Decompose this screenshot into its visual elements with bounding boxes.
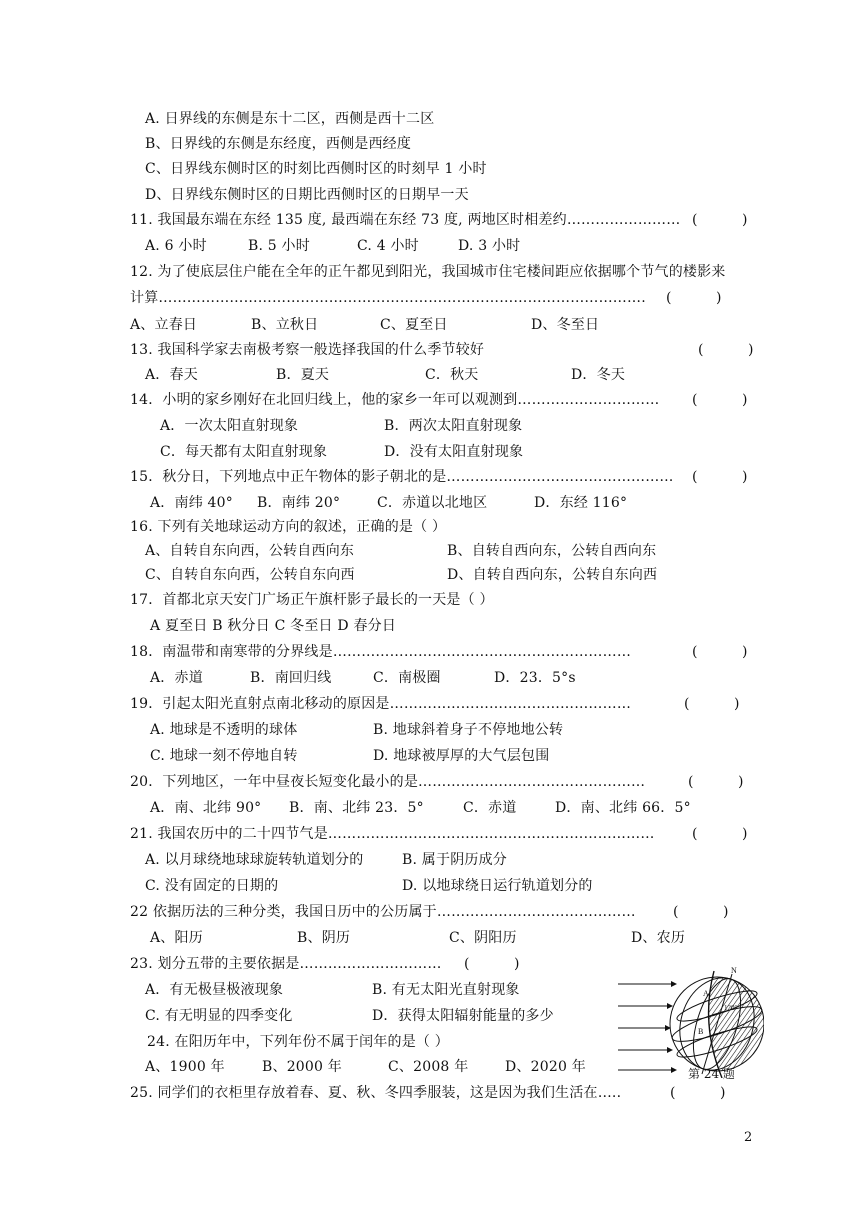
q23-option-d: D．获得太阳辐射能量的多少	[372, 1008, 554, 1024]
q16-option-a: A、自转自东向西，公转自西向东	[145, 543, 355, 559]
q16-option-c: C、自转自东向西，公转自东向西	[145, 567, 355, 583]
q14-option-c: C．每天都有太阳直射现象	[160, 444, 328, 460]
q19-answer-paren: ( )	[684, 696, 740, 712]
q20-option-d: D．南、北纬 66．5°	[555, 800, 691, 816]
q16-option-d: D、自转自西向东，公转自东向西	[447, 567, 658, 583]
q22-option-a: A、阳历	[150, 930, 203, 946]
q12-answer-paren: ( )	[666, 290, 722, 306]
figure-label-angle: 120°	[724, 1004, 738, 1012]
q21-option-c: C. 没有固定的日期的	[145, 878, 279, 894]
q11-option-a: A. 6 小时	[145, 238, 207, 254]
q19-option-d: D. 地球被厚厚的大气层包围	[373, 748, 550, 764]
q13-stem: 13. 我国科学家去南极考察一般选择我国的什么季节较好	[130, 342, 485, 358]
q24-stem: 24. 在阳历年中，下列年份不属于闰年的是（ ）	[147, 1034, 449, 1050]
figure-label-n: N	[731, 966, 737, 975]
q14-option-b: B．两次太阳直射现象	[384, 418, 523, 434]
q17-options: A 夏至日 B 秋分日 C 冬至日 D 春分日	[150, 618, 397, 634]
q12-option-d: D、冬至日	[531, 317, 600, 333]
q22-option-c: C、阴阳历	[449, 930, 517, 946]
q10-option-b: B、日界线的东侧是东经度，西侧是西经度	[145, 136, 412, 152]
q19-option-c: C. 地球一刻不停地自转	[150, 748, 298, 764]
figure-label-b: B	[698, 1027, 704, 1036]
page-number: 2	[744, 1130, 753, 1145]
q21-option-a: A. 以月球绕地球球旋转轨道划分的	[145, 852, 364, 868]
q19-option-b: B. 地球斜着身子不停地地公转	[373, 722, 564, 738]
q15-stem: 15．秋分日，下列地点中正午物体的影子朝北的是…………………………………………	[130, 469, 674, 485]
q19-stem: 19．引起太阳光直射点南北移动的原因是……………………………………………	[130, 696, 632, 712]
q18-option-c: C．南极圈	[373, 670, 441, 686]
q18-stem: 18．南温带和南寒带的分界线是………………………………………………………	[130, 644, 632, 660]
q23-option-b: B. 有无太阳光直射现象	[372, 982, 520, 998]
q22-option-d: D、农历	[631, 930, 686, 946]
figure-caption: 第 24 题	[688, 1067, 735, 1081]
q20-option-a: A．南、北纬 90°	[150, 800, 262, 816]
q12-option-c: C、夏至日	[380, 317, 448, 333]
q22-answer-paren: ( )	[673, 904, 729, 920]
q24-option-b: B、2000 年	[262, 1059, 342, 1075]
q13-option-a: A．春天	[145, 367, 198, 383]
q12-option-b: B、立秋日	[251, 317, 319, 333]
q20-option-c: C．赤道	[463, 800, 517, 816]
q20-option-b: B．南、北纬 23．5°	[289, 800, 424, 816]
figure-label-a: A	[703, 989, 709, 998]
q14-option-d: D．没有太阳直射现象	[384, 444, 524, 460]
q25-answer-paren: ( )	[670, 1085, 726, 1101]
q23-answer-paren: ( )	[464, 956, 520, 972]
q11-option-c: C. 4 小时	[357, 238, 419, 254]
q13-option-b: B．夏天	[276, 367, 330, 383]
q18-option-b: B．南回归线	[250, 670, 332, 686]
q21-answer-paren: ( )	[692, 826, 748, 842]
q11-answer-paren: ( )	[692, 212, 748, 228]
q17-stem: 17．首都北京天安门广场正午旗杆影子最长的一天是（ ）	[130, 592, 494, 608]
q15-answer-paren: ( )	[692, 469, 748, 485]
q16-option-b: B、自转自西向东，公转自西向东	[447, 543, 657, 559]
q21-stem: 21. 我国农历中的二十四节气是……………………………………………………………	[130, 826, 655, 842]
q24-option-c: C、2008 年	[388, 1059, 469, 1075]
q10-option-a: A. 日界线的东侧是东十二区，西侧是西十二区	[145, 111, 435, 127]
q22-option-b: B、阴历	[297, 930, 351, 946]
q18-answer-paren: ( )	[692, 644, 748, 660]
q10-option-c: C、日界线东侧时区的时刻比西侧时区的时刻早 1 小时	[145, 161, 487, 177]
q12-option-a: A、立春日	[130, 317, 198, 333]
q22-stem: 22 依据历法的三种分类，我国日历中的公历属于……………………………………	[130, 904, 636, 920]
q23-option-a: A．有无极昼极液现象	[145, 982, 284, 998]
q24-option-a: A、1900 年	[145, 1059, 225, 1075]
q19-option-a: A. 地球是不透明的球体	[150, 722, 298, 738]
q14-option-a: A．一次太阳直射现象	[160, 418, 299, 434]
q20-answer-paren: ( )	[688, 774, 744, 790]
q15-option-c: C．赤道以北地区	[377, 495, 488, 511]
q21-option-d: D. 以地球绕日运行轨道划分的	[402, 878, 593, 894]
q12-stem-line2: 计算………………………………………………………………………………………….	[130, 290, 646, 306]
q13-option-d: D．冬天	[571, 367, 626, 383]
q24-option-d: D、2020 年	[505, 1059, 586, 1075]
q18-option-d: D．23．5°s	[494, 670, 576, 686]
q11-option-d: D. 3 小时	[458, 238, 521, 254]
q12-stem-line1: 12. 为了使底层住户能在全年的正午都见到阳光，我国城市住宅楼间距应依据哪个节气的楼影来	[130, 264, 726, 280]
q15-option-b: B．南纬 20°	[257, 495, 341, 511]
globe-illumination-diagram	[614, 966, 764, 1078]
q11-option-b: B. 5 小时	[248, 238, 310, 254]
q23-option-c: C. 有无明显的四季变化	[145, 1008, 293, 1024]
q23-stem: 23. 划分五带的主要依据是…………………………	[130, 956, 442, 972]
q25-stem: 25. 同学们的衣柜里存放着春、夏、秋、冬四季服装，这是因为我们生活在…..	[130, 1085, 622, 1101]
q11-stem: 11. 我国最东端在东经 135 度, 最西端在东经 73 度, 两地区时相差约……………………	[130, 212, 681, 228]
q15-option-a: A．南纬 40°	[150, 495, 233, 511]
q10-option-d: D、日界线东侧时区的日期比西侧时区的日期早一天	[145, 187, 469, 203]
q14-answer-paren: ( )	[692, 392, 748, 408]
q15-option-d: D．东经 116°	[534, 495, 628, 511]
sunlight-arrows	[618, 984, 676, 1070]
q13-option-c: C．秋天	[425, 367, 479, 383]
q21-option-b: B. 属于阴历成分	[402, 852, 507, 868]
q13-answer-paren: ( )	[698, 342, 754, 358]
q18-option-a: A．赤道	[150, 670, 203, 686]
q16-stem: 16. 下列有关地球运动方向的叙述，正确的是（ ）	[130, 519, 447, 535]
q24-globe-figure	[614, 966, 764, 1078]
q20-stem: 20．下列地区，一年中昼夜长短变化最小的是…………………………………………	[130, 774, 646, 790]
q14-stem: 14．小明的家乡刚好在北回归线上，他的家乡一年可以观测到…………………………	[130, 392, 660, 408]
